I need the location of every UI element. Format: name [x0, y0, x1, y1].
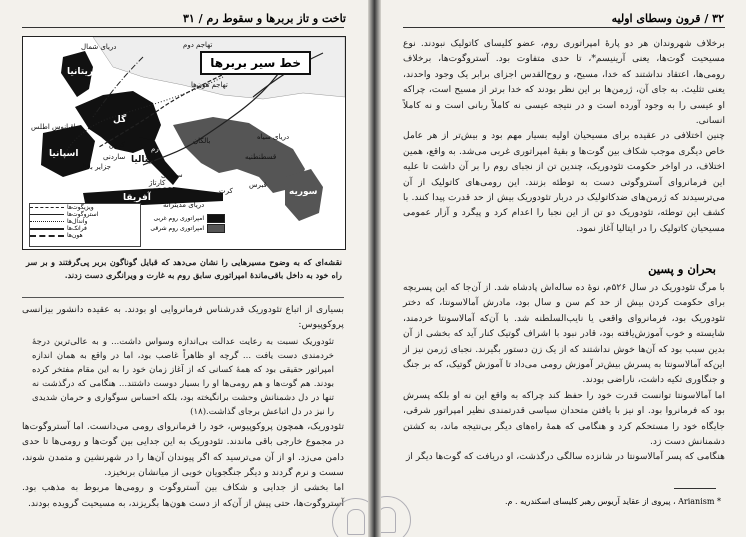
right-page-body-bottom	[403, 280, 725, 465]
left-page	[0, 0, 368, 537]
map-legend-routes	[29, 203, 141, 247]
map-label-mediterranean: دریای مدیترانه	[163, 201, 205, 209]
right-page-body-top	[403, 36, 725, 236]
right-page	[381, 0, 746, 537]
paragraph: برخلاف شهروندان هر دو پارهٔ امپراتوری روم، عضو کلیسای کاتولیک نبودند. نوع مسیحیت گوت‌ها، یعنی آرینیسم*، تا حدی متفاوت بود. آستروگوت‌ها، برخلاف رومی‌ها، اعتقاد نداشتند که خدا، مسیح، و روح‌القدس اجزای برابر یک وجود واحدند، یعنی تثلیث. به جای آن، ژرمن‌ها بر این نظر بودند که خدا برتر از مسیح است، چراکه او عیسی را به وجود آورده است و در نتیجه عیسی نه کاملاً ربانی است و نه کاملاً انسانی.	[403, 38, 725, 127]
paragraph: تئودوریک، همچون پروکوپیوس، خود را فرمانروای رومی می‌دانست. اما آستروگوت‌ها در مجموع خارجی باقی ماندند. تئودوریک به این جدایی بین گوت‌ها و رومی‌ها تا حدی دامن می‌زد. او از آن می‌ترسید که اگر پیوندان آن‌ها را در شهرنشین و متمدن شوند، سست و نرم گردند و دیگر جنگجویان خوبی از میانشان برنخیزد.	[22, 420, 344, 479]
map-label-balkan: بالکان	[193, 137, 211, 145]
legend-label: امپراتوری روم شرقی	[150, 224, 204, 232]
legend-label: ویزیگوت‌ها	[67, 204, 94, 211]
block-quote: تئودوریک نسبت به رعایت عدالت بی‌اندازه وسواس داشت... و به عالی‌ترین درجهٔ خردمندی دست یافت ... گرچه او ظاهراً غاصب بود، اما در واقع به همان اندازه امپراتور حقیقی بود که همهٔ کسانی که از آغاز زمان خود را به این مقام مفتخر کرده بودند. هم گوت‌ها و هم رومی‌ها او را بسیار دوست داشتند... هنگامی که درگذشت نه تنها در دل دشمنانش وحشت برانگیخته بود، بلکه احساس سوگواری و حرمان شدیدی را نیز در دل اتباعش برجای گذاشت.(۱۸)	[32, 336, 334, 417]
footnote-separator	[674, 488, 716, 489]
map-label-black-sea: دریای سیاه	[257, 133, 290, 141]
legend-label: امپراتوری روم غربی	[153, 214, 204, 222]
map-caption: نقشه‌ای که به وضوح مسیرهایی را نشان می‌دهد که قبایل گوناگون بربر پی‌گرفتند و بر سر راه خود به داخل باقی‌ماندهٔ امپراتوری سابق روم به غارت و ویرانگری دست زدند.	[26, 257, 342, 280]
left-page-header: تاخت و تاز بربرها و سقوط رم / ۳۱	[182, 12, 346, 25]
map-label-corsica: کرس	[109, 141, 125, 149]
map-label-gaul: گل	[113, 115, 127, 125]
legend-row	[141, 223, 225, 233]
map-label-second-invasion: تهاجم دوم	[183, 41, 213, 49]
map-label-spain: اسپانیا	[49, 149, 79, 159]
paragraph: بسیاری از اتباع تئودوریک قدرشناس فرمانروایی او بودند. به عقیده دانشور بیزانسی پروکوپیوس:	[22, 304, 344, 331]
legend-row	[30, 225, 140, 232]
left-page-body	[22, 302, 344, 511]
barbarian-routes-map	[22, 36, 346, 250]
legend-row	[141, 213, 225, 223]
section-title: بحران و پسین	[648, 262, 716, 276]
map-label-britannia: بریتانیا	[67, 67, 97, 77]
paragraph: هنگامی که پسر آمالاسونتا در شانزده سالگی درگذشت، او دریافت که گوت‌ها دیگر از	[405, 451, 725, 463]
map-label-north-sea: دریای شمال	[81, 43, 117, 51]
paragraph: اما آمالاسونتا توانست قدرت خود را حفظ کند چراکه به واقع این نه او بلکه پسرش بود که فرمانروا بود. او نیز با یافتن متحدان سیاسی قدرتمندی نظیر امپراتور شرقی، جایگاه خود را مستحکم کرد و هنگامی که همهٔ راه‌های دیگر بی‌نتیجه ماند، به کشتن دشمنانش دست زد.	[403, 389, 725, 448]
map-label-africa: آفریقا	[123, 193, 151, 203]
map-label-italy: ایتالیا	[131, 155, 155, 165]
map-legend-empires	[141, 213, 225, 243]
map-label-constantinople: قسطنطنیه	[245, 153, 277, 161]
footnote: * Arianism ، پیروی از عقاید آریوس رهبر کلیسای اسکندریه . م.	[504, 497, 721, 506]
map-title: خط سیر بربرها	[200, 51, 311, 75]
paragraph: اما بخشی از جدایی و شکاف بین آستروگوت و رومی‌ها مربوط به مذهب بود. آستروگوت‌ها، حتی پیش از آن‌که از دست هون‌ها بگریزند، به مسیحیت گرویده بودند.	[22, 482, 344, 509]
paragraph: با مرگ تئودوریک در سال ۵۲۶م، نوهٔ ده ساله‌اش پادشاه شد. از آن‌جا که این پسربچه برای حکومت کردن بیش از حد کم سن و سال بود، مادرش آمالاسونتا، که دختر تئودوریک بود، فرمانروای واقعی یا نایب‌السلطنه شد. با آن‌که آمالاسونتا خردمند، شایسته و خوب آموزش‌یافته بود، قادر نبود با اشراف گوتیک کنار آید که بخشی از آن بدین سبب بود که آن‌ها خوش نداشتند که از یک زن دستور بگیرند. نجبای ژرمن نیز از این‌که آمالاسونتا به پسرش بیش‌تر آموزش رومی می‌داد تا آموزش گوتیک، که بر جنگ و جنگاوری تکیه داشت، ناراضی بودند.	[403, 282, 725, 386]
legend-label: واندال‌ها	[67, 218, 88, 225]
paragraph: چنین اختلافی در عقیده برای مسیحیان اولیه بسیار مهم بود و بیش‌تر از هر عامل خاص دیگری موجب شکاف بین گوت‌ها و بقیهٔ امپراتوری غربی می‌شد. به واقع، همین اختلاف، در اواخر حکومت تئودوریک، چندین تن از نجبای روم را بر آن داشت تا علیه این فرمانروای آستروگوتی دست به توطئه بزنند. این رومی‌های کاتولیک از آن می‌ترسیدند که ژرمن‌های ضدکاتولیک در دربار تئودوریک بیش از حد قدرت پیدا کنند. با کشف این توطئه، تئودوریک دو تن از این نجبا را اعدام کرد و پیگرد و آزار عمومی مسیحیان کاتولیک را در ایتالیا آغاز نمود.	[403, 130, 725, 234]
map-label-syria: سوریه	[289, 187, 318, 197]
map-label-atlantic: اقیانوس اطلس	[31, 123, 76, 131]
legend-label: فرانک‌ها	[67, 225, 87, 232]
map-label-balearic: جزایر بالئار	[79, 163, 112, 171]
header-rule	[22, 27, 344, 28]
map-label-cyprus: قبرس	[249, 181, 267, 189]
header-rule	[403, 27, 725, 28]
book-gutter	[368, 0, 381, 537]
legend-row	[30, 218, 140, 225]
legend-label: استروگوت‌ها	[67, 211, 99, 218]
map-label-sicily: سیسیل	[161, 171, 183, 179]
legend-label: هون‌ها	[67, 232, 83, 239]
legend-row	[30, 204, 140, 211]
map-label-sardinia: ساردنی	[103, 153, 126, 161]
map-label-huns-invasion: تهاجم هون‌ها	[191, 81, 228, 89]
library-stamp-icon	[381, 496, 411, 537]
right-page-header: ۳۲ / قرون وسطای اولیه	[611, 12, 724, 25]
caption-rule	[22, 297, 344, 298]
legend-row	[30, 232, 140, 239]
map-label-rome: رم	[151, 145, 159, 153]
map-label-carthage: کارتاژ	[149, 179, 166, 187]
legend-row	[30, 211, 140, 218]
map-label-crete: کرت	[219, 187, 233, 195]
